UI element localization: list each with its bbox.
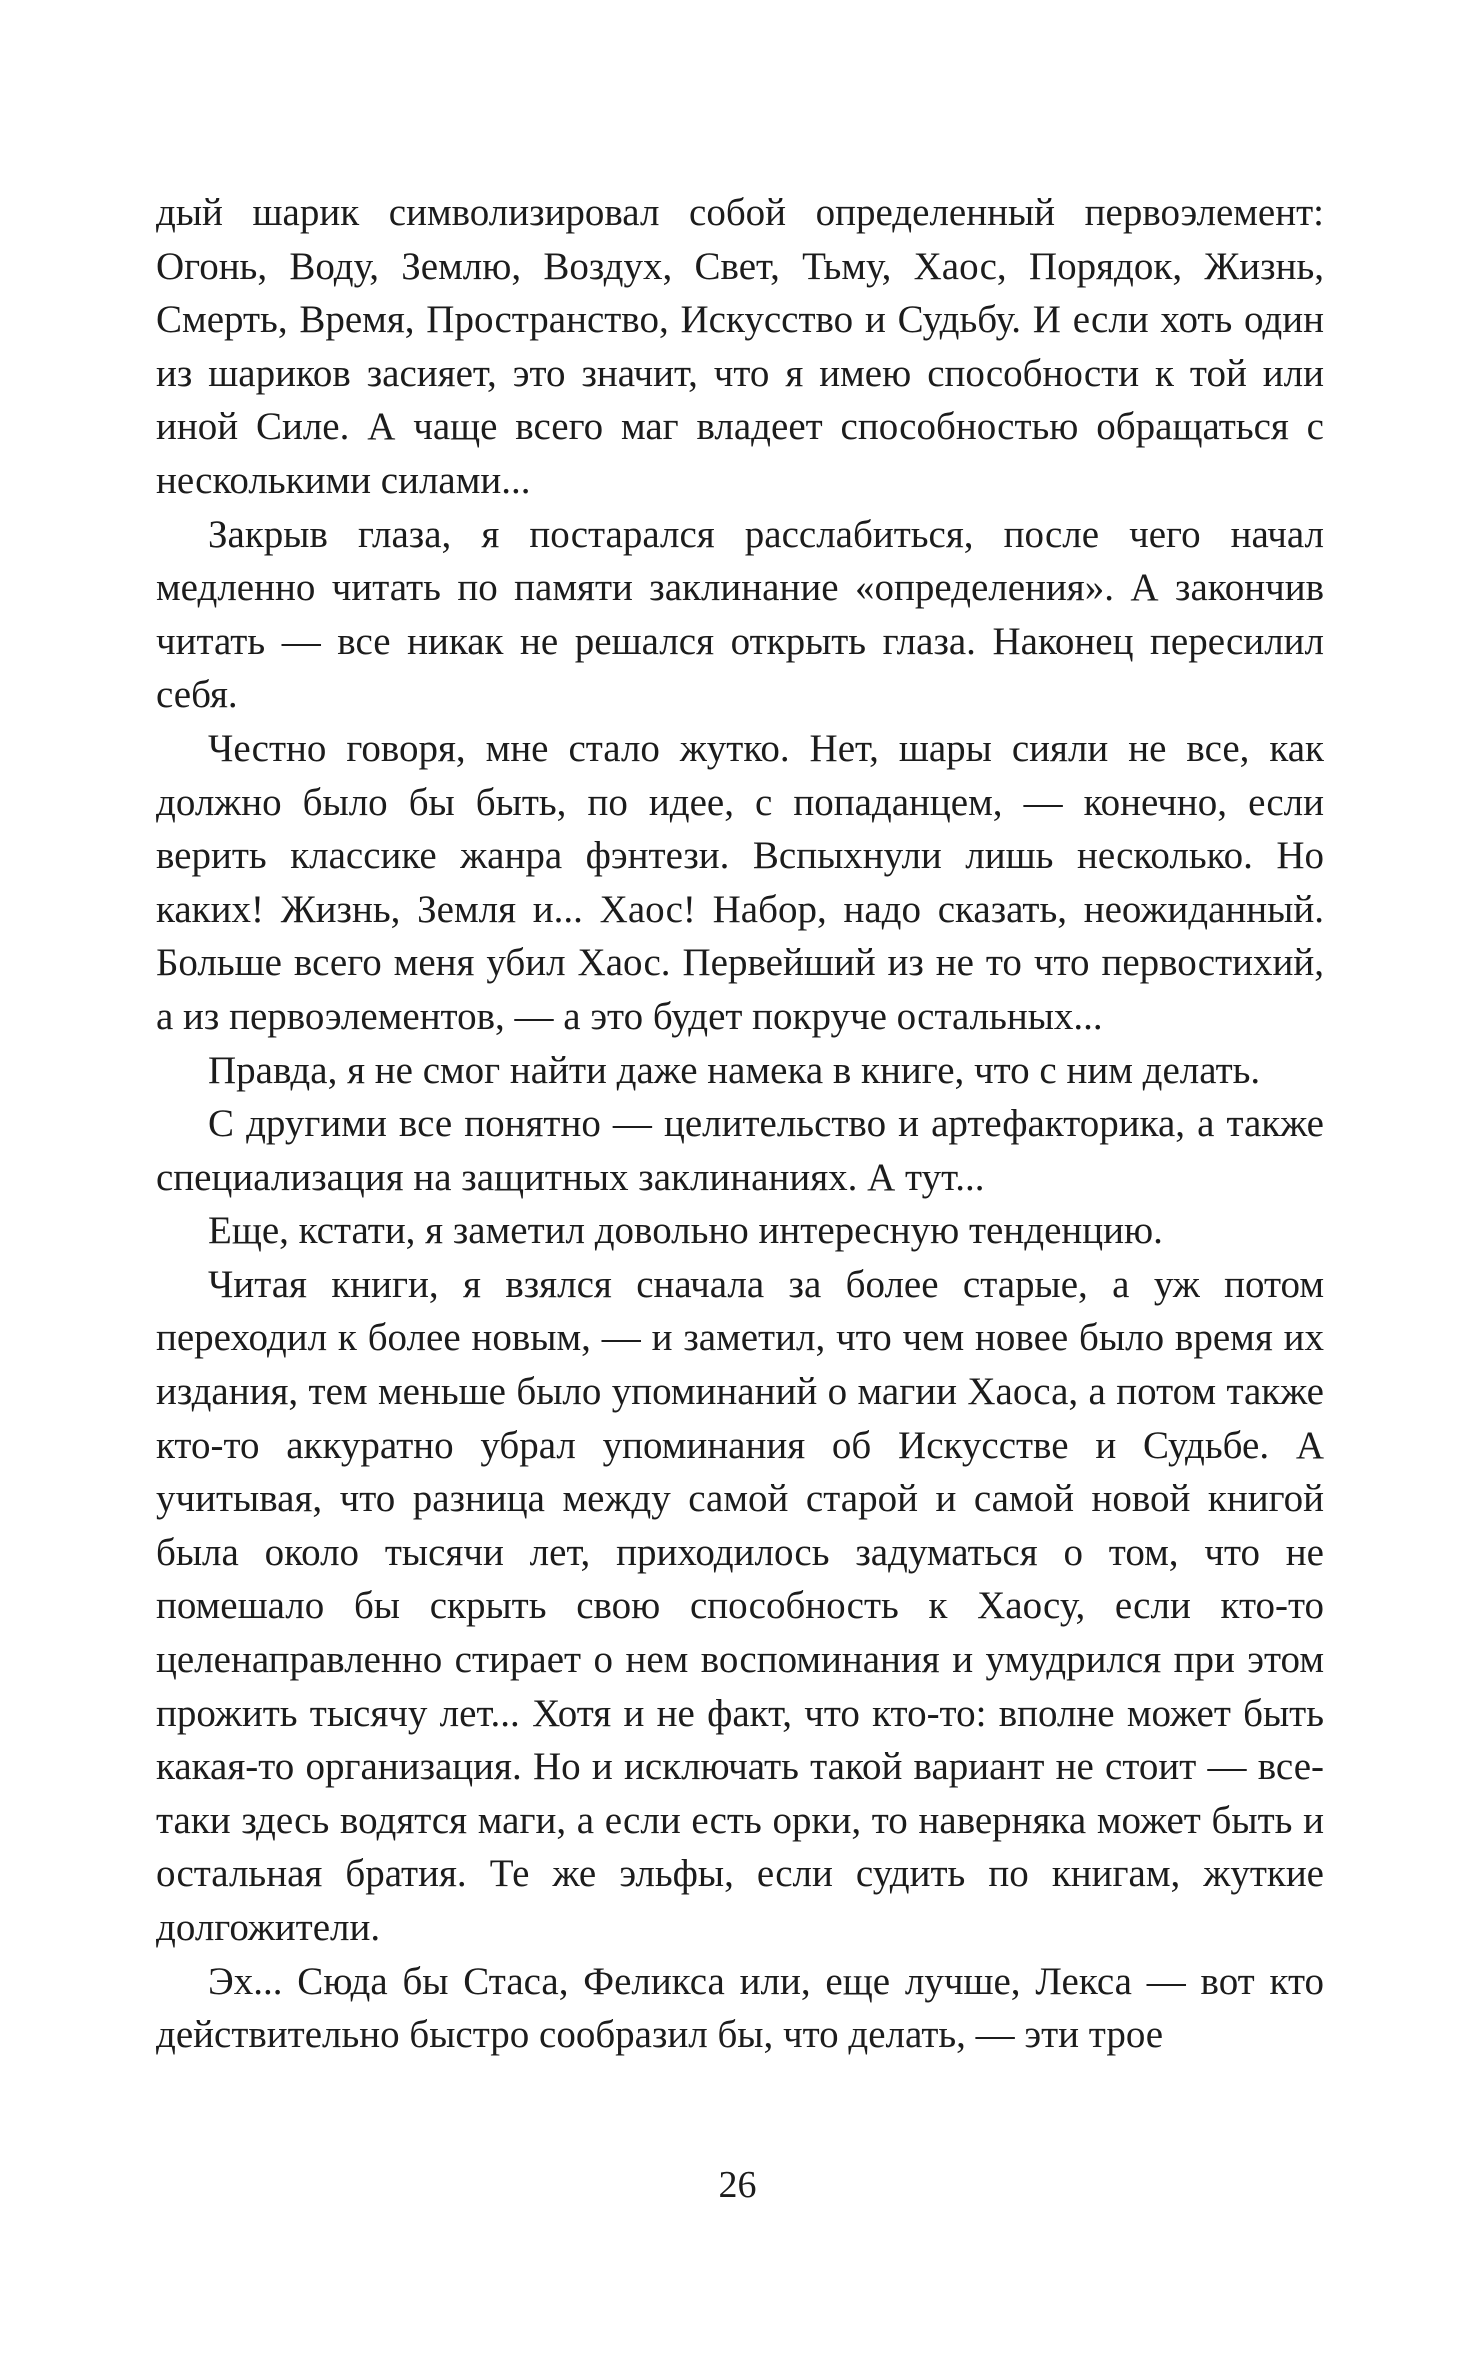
paragraph-7: Читая книги, я взялся сначала за более старые, а уж потом переходил к более новым, — и заметил, что чем новее было время их издания, тем меньше было упоминаний о магии Хаоса, а потом также кто-то аккуратно убрал упоминания об Искусстве и Судьбе. А учитывая, что разница между самой старой и самой новой книгой была около тысячи лет, приходилось задуматься о том, что не помешало бы скрыть свою способность к Хаосу, если кто-то целенаправленно стирает о нем воспоминания и умудрился при этом прожить тысячу лет... Хотя и не факт, что кто-то: вполне может быть какая-то организация. Но и исключать такой вариант не стоит — все-таки здесь водятся маги, а если есть орки, то наверняка может быть и остальная братия. Те же эльфы, если судить по книгам, жуткие долгожители. xyxy=(156,1262,1324,1949)
paragraph-1: дый шарик символизировал собой определенный первоэлемент: Огонь, Воду, Землю, Воздух, Свет, Тьму, Хаос, Порядок, Жизнь, Смерть, Время, Пространство, Искусство и Судьбу. И если хоть один из шариков засияет, это значит, что я имею способности к той или иной Силе. А чаще всего маг владеет способностью обращаться с несколькими силами... xyxy=(156,191,1324,502)
paragraph-2: Закрыв глаза, я постарался расслабиться, после чего начал медленно читать по памяти заклинание «определения». А закончив читать — все никак не решался открыть глаза. Наконец пересилил себя. xyxy=(156,512,1324,717)
body-text xyxy=(156,186,1324,2062)
paragraph-6: Еще, кстати, я заметил довольно интересную тенденцию. xyxy=(208,1209,1163,1253)
paragraph-8: Эх... Сюда бы Стаса, Феликса или, еще лучше, Лекса — вот кто действительно быстро сообразил бы, что делать, — эти трое xyxy=(156,1959,1324,2057)
paragraph-3: Честно говоря, мне стало жутко. Нет, шары сияли не все, как должно было бы быть, по идее, с попаданцем, — конечно, если верить классике жанра фэнтези. Вспыхнули лишь несколько. Но каких! Жизнь, Земля и... Хаос! Набор, надо сказать, неожиданный. Больше всего меня убил Хаос. Первейший из не то что первостихий, а из первоэлементов, — а это будет покруче остальных... xyxy=(156,726,1324,1038)
page-number: 26 xyxy=(718,2164,757,2206)
paragraph-5: С другими все понятно — целительство и артефакторика, а также специализация на защитных заклинаниях. А тут... xyxy=(156,1102,1324,1199)
paragraph-4: Правда, я не смог найти даже намека в книге, что с ним делать. xyxy=(208,1048,1261,1092)
